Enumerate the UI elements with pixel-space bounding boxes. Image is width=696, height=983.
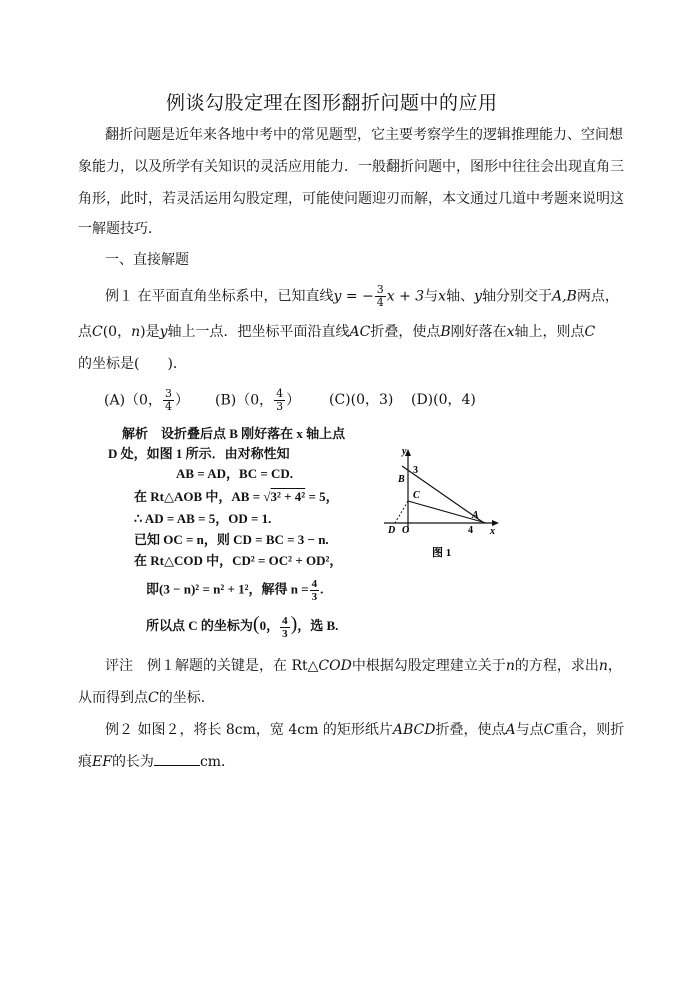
- fig-label-x: x: [490, 526, 495, 537]
- solution-line-5: ∴ AD = AB = 5，OD = 1.: [134, 511, 272, 526]
- example1-line-2: 点C(0，n)是y轴上一点．把坐标平面沿直线AC折叠，使点B刚好落在x轴上，则点C: [78, 324, 596, 340]
- intro-line-2: 象能力，以及所学有关知识的灵活应用能力．一般翻折问题中，图形中往往会出现直角三: [78, 159, 624, 175]
- comment-line-1: 评注 例１解题的关键是，在 Rt△COD中根据勾股定理建立关于n的方程，求出n，: [105, 658, 622, 674]
- solution-heading: 解析: [122, 426, 149, 441]
- fig-label-o: O: [402, 525, 410, 536]
- example1-line-1: 例１ 在平面直角坐标系中，已知直线y = − $\frac{3}{4}$ x + 3与x轴、y轴分别交于A,B两点，: [105, 283, 619, 309]
- fig-label-y: y: [402, 446, 407, 457]
- page-title: 例谈勾股定理在图形翻折问题中的应用: [166, 92, 498, 114]
- solution-line-2: D 处，如图 1 所示．由对称性知: [108, 446, 290, 461]
- example2-line-2: 痕EF的长为 cm．: [78, 751, 235, 772]
- figure-1-caption: 图 1: [432, 547, 452, 559]
- fig-label-c: C: [413, 490, 420, 501]
- intro-line-3: 角形，此时，若灵活运用勾股定理，可能使问题迎刃而解，本文通过几道中考题来说明这: [78, 191, 624, 207]
- fig-label-d: D: [388, 525, 396, 536]
- intro-line-1: 翻折问题是近年来各地中考中的常见题型，它主要考察学生的逻辑推理能力、空间想: [105, 127, 623, 143]
- fig-label-4: 4: [468, 525, 473, 536]
- figure-1: [380, 440, 510, 570]
- section-heading-direct: 一、直接解题: [105, 252, 189, 268]
- example1-line-3: 的坐标是( )．: [78, 356, 187, 372]
- solution-line-9: 所以点 C 的坐标为(0， $\frac{4}{3}$ )，选 B.: [146, 613, 339, 640]
- option-b: (B)（0， $\frac{4}{3}$ ）: [215, 387, 301, 413]
- line-cd: [395, 501, 408, 523]
- fraction-three-quarters: $\frac{3}{4}$: [376, 283, 384, 309]
- comment-line-2: 从而得到点C的坐标．: [78, 690, 215, 706]
- solution-line-3: AB = AD，BC = CD.: [176, 466, 294, 481]
- solution-line-1: 解析 设折叠后点 B 刚好落在 x 轴上点: [122, 426, 346, 441]
- solution-line-6: 已知 OC = n，则 CD = BC = 3 − n.: [134, 532, 329, 547]
- example2-line-1: 例２ 如图２，将长 8cm，宽 4cm 的矩形纸片ABCD折叠，使点A与点C重合，则折: [105, 722, 625, 738]
- solution-line-4: 在 Rt△AOB 中，AB = √3² + 4² = 5，: [134, 489, 339, 504]
- answer-blank[interactable]: [154, 751, 200, 766]
- solution-line-7: 在 Rt△COD 中，CD² = OC² + OD²，: [134, 553, 343, 568]
- solution-line-8: 即(3 − n)² = n² + 1²，解得 n = $\frac{4}{3}$ .: [146, 578, 324, 603]
- option-d: (D)(0，4): [411, 392, 476, 408]
- fig-label-a: A: [472, 510, 479, 521]
- option-c: (C)(0，3): [329, 392, 394, 408]
- fig-label-b: B: [398, 474, 405, 485]
- option-a: (A)（0， $\frac{3}{4}$ ）: [104, 387, 189, 413]
- fig-label-3: 3: [413, 465, 418, 476]
- intro-line-4: 一解题技巧．: [78, 221, 162, 237]
